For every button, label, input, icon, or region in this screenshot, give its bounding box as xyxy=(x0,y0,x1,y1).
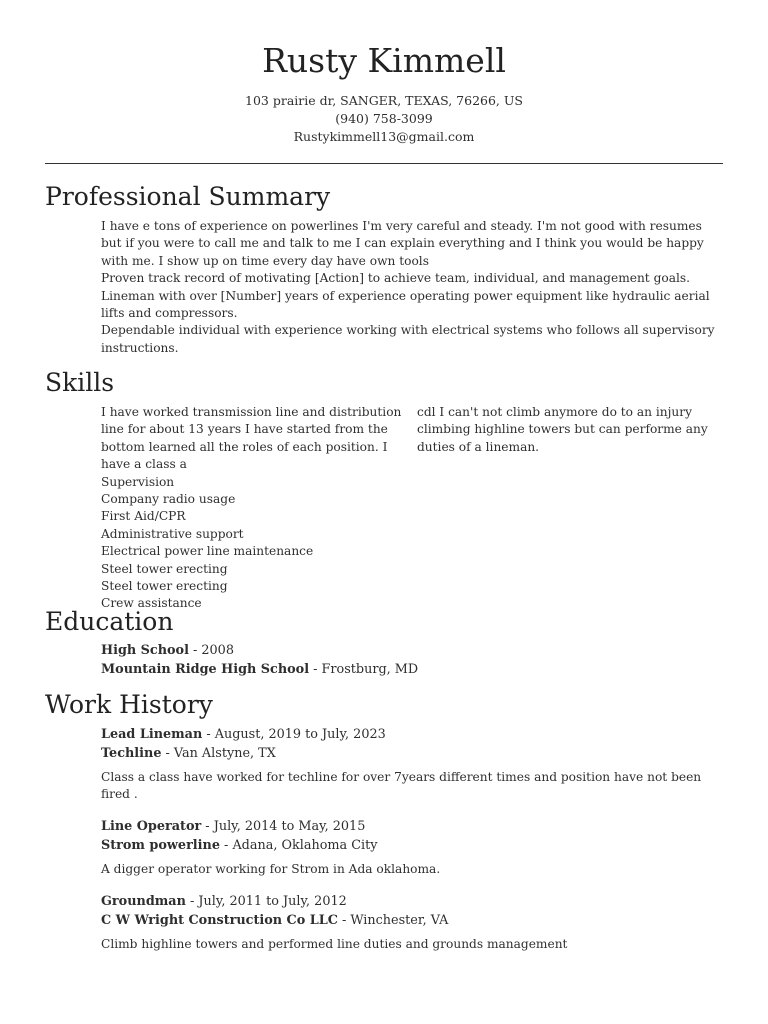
job-company: C W Wright Construction Co LLC xyxy=(101,913,338,928)
skill-item: Electrical power line maintenance xyxy=(101,544,314,559)
skills-body xyxy=(101,404,723,613)
job-description: A digger operator working for Strom in Ada oklahoma. xyxy=(101,862,441,876)
section-title-skills: Skills xyxy=(45,368,115,397)
education-section xyxy=(45,607,723,679)
skill-item: Company radio usage xyxy=(101,492,236,507)
email: Rustykimmell13@gmail.com xyxy=(293,129,475,144)
job-company: Techline xyxy=(101,746,162,761)
job-location: - Winchester, VA xyxy=(337,913,449,928)
skill-item: Supervision xyxy=(101,474,175,489)
job-dates: - July, 2011 to July, 2012 xyxy=(185,894,347,909)
summary-line: Proven track record of motivating [Action] to achieve team, individual, and management goals. xyxy=(101,271,691,286)
skill-item: Administrative support xyxy=(101,526,244,541)
skill-item: First Aid/CPR xyxy=(101,509,186,524)
address: 103 prairie dr, SANGER, TEXAS, 76266, US xyxy=(245,93,523,108)
work-section xyxy=(45,690,723,967)
work-body xyxy=(101,725,723,953)
education-year: - 2008 xyxy=(188,643,234,658)
job-company-line xyxy=(101,744,723,763)
skill-item: Crew assistance xyxy=(101,596,202,611)
job-description: Class a class have worked for techline for over 7years different times and position have not been fired . xyxy=(101,770,702,801)
summary-line: I have e tons of experience on powerlines I'm very careful and steady. I'm not good with resumes but if you were to call me and talk to me I can explain everything and I think you would be happy with me. I show up on time every day have own tools xyxy=(101,219,704,268)
job-role: Line Operator xyxy=(101,819,202,834)
job-role: Groundman xyxy=(101,894,186,909)
job-role-line xyxy=(101,817,723,836)
job-entry xyxy=(101,817,723,878)
phone: (940) 758-3099 xyxy=(335,111,433,126)
job-dates: - July, 2014 to May, 2015 xyxy=(201,819,366,834)
section-title-work: Work History xyxy=(45,690,213,719)
education-degree: High School xyxy=(101,643,189,658)
candidate-name: Rusty Kimmell xyxy=(262,41,506,80)
job-role: Lead Lineman xyxy=(101,727,203,742)
section-title-education: Education xyxy=(45,607,174,636)
job-location: - Van Alstyne, TX xyxy=(161,746,276,761)
education-school: Mountain Ridge High School xyxy=(101,662,310,677)
section-title-summary: Professional Summary xyxy=(45,182,331,211)
job-description: Climb highline towers and performed line duties and grounds management xyxy=(101,937,568,951)
job-company-line xyxy=(101,911,723,930)
summary-line: Lineman with over [Number] years of experience operating power equipment like hydraulic aerial lifts and compressors. xyxy=(101,288,710,321)
summary-section xyxy=(45,182,723,357)
education-school-line xyxy=(101,660,723,679)
header-divider xyxy=(45,163,723,164)
skill-item: Steel tower erecting xyxy=(101,561,228,576)
job-dates: - August, 2019 to July, 2023 xyxy=(202,727,386,742)
skill-item: cdl I can't not climb anymore do to an injury climbing highline towers but can performe any duties of a lineman. xyxy=(417,405,708,454)
summary-line: Dependable individual with experience working with electrical systems who follows all supervisory instructions. xyxy=(101,323,715,355)
skills-column-1 xyxy=(101,404,417,613)
skill-item: I have worked transmission line and distribution line for about 13 years I have started from the bottom learned all the roles of each position. I have a class a xyxy=(101,405,402,472)
contact-block xyxy=(0,92,768,146)
education-degree-line xyxy=(101,641,723,660)
education-body xyxy=(101,641,723,679)
skill-item: Steel tower erecting xyxy=(101,579,228,594)
skills-column-2 xyxy=(417,404,717,613)
job-location: - Adana, Oklahoma City xyxy=(219,838,378,853)
job-entry xyxy=(101,892,723,953)
skills-section xyxy=(45,368,723,613)
job-entry xyxy=(101,725,723,803)
job-role-line xyxy=(101,892,723,911)
job-company-line xyxy=(101,836,723,855)
resume-header xyxy=(0,0,768,146)
summary-body xyxy=(101,218,723,357)
education-location: - Frostburg, MD xyxy=(309,662,419,677)
job-role-line xyxy=(101,725,723,744)
job-company: Strom powerline xyxy=(101,838,220,853)
